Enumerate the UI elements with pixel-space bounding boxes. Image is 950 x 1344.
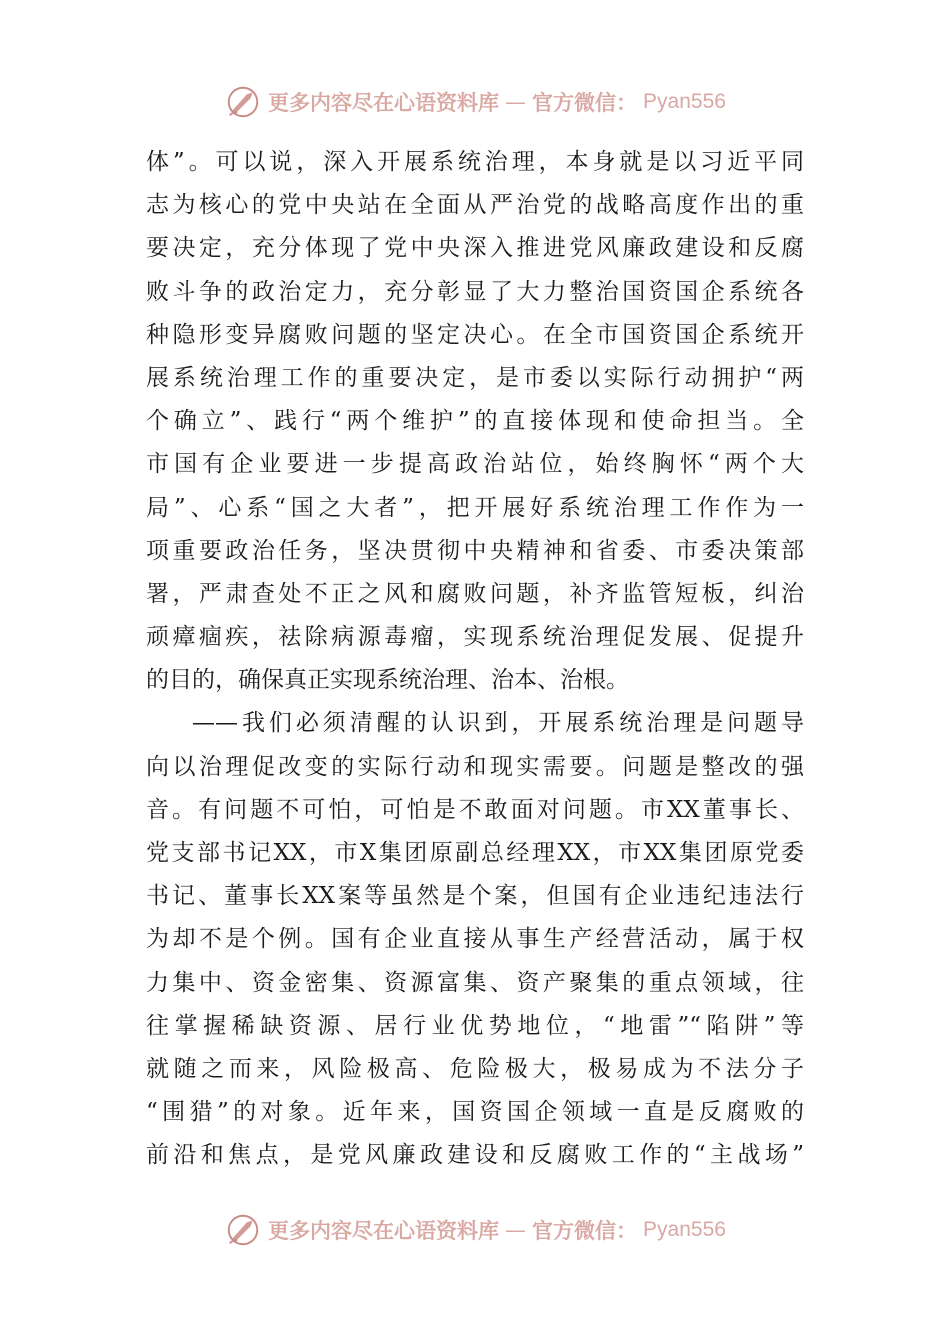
text-line: 的目的，确保真正实现系统治理、治本、治根。 [146,667,629,694]
banner-separator: — [505,90,527,114]
text-line: 向以治理促改变的实际行动和现实需要。问题是整改的强 [146,753,804,780]
banner-library-text: 更多内容尽在心语资料库 [268,90,500,115]
text-line: 党支部书记XX，市X集团原副总经理XX，市XX集团原党委 [146,840,804,866]
banner-wechat-account: Pyan556 [643,90,726,113]
text-line: 就随之而来，风险极高、危险极大，极易成为不法分子 [146,1055,804,1082]
banner-wechat-label: 官方微信： [532,1218,638,1243]
text-line: 力集中、资金密集、资源富集、资产聚集的重点领域，往 [146,969,804,996]
text-line: 顽瘴痼疾，祛除病源毒瘤，实现系统治理促发展、促提升 [146,624,804,651]
text-line: 志为核心的党中央站在全面从严治党的战略高度作出的重 [146,192,804,219]
text-line: 前沿和焦点，是党风廉政建设和反腐败工作的“主战场” [146,1142,804,1169]
banner-wechat-label: 官方微信： [532,90,638,115]
document-body [146,141,804,1178]
header-watermark-banner [0,80,950,124]
banner-separator: — [505,1218,527,1242]
banner-library-text: 更多内容尽在心语资料库 [268,1218,500,1243]
text-line: 个确立”、践行“两个维护”的直接体现和使命担当。全 [146,408,804,435]
banner-wechat-account: Pyan556 [643,1218,726,1241]
text-line: 为却不是个例。国有企业直接从事生产经营活动，属于权 [146,926,804,953]
text-line: 市国有企业要进一步提高政治站位，始终胸怀“两个大 [146,451,804,478]
text-line: 种隐形变异腐败问题的坚定决心。在全市国资国企系统开 [146,321,804,348]
text-line: 项重要政治任务，坚决贯彻中央精神和省委、市委决策部 [146,537,804,564]
text-line: 体”。可以说，深入开展系统治理，本身就是以习近平同 [146,149,804,175]
text-line: 展系统治理工作的重要决定，是市委以实际行动拥护“两 [146,364,804,391]
text-line: 书记、董事长XX案等虽然是个案，但国有企业违纪违法行 [146,883,804,910]
footer-watermark-banner [0,1208,950,1252]
text-line: 要决定，充分体现了党中央深入推进党风廉政建设和反腐 [146,235,804,262]
pen-nib-circle-icon [224,1211,262,1249]
text-line: 局”、心系“国之大者”，把开展好系统治理工作作为一 [146,494,804,521]
text-line: 音。有问题不可怕，可怕是不敢面对问题。市XX董事长、 [146,796,804,823]
text-line: 败斗争的政治定力，充分彰显了大力整治国资国企系统各 [146,278,804,305]
text-line: ——我们必须清醒的认识到，开展系统治理是问题导 [192,710,804,737]
pen-nib-circle-icon [224,83,262,121]
text-line: 往掌握稀缺资源、居行业优势地位，“地雷”“陷阱”等 [146,1012,804,1039]
text-line: 署，严肃查处不正之风和腐败问题，补齐监管短板，纠治 [146,580,804,607]
text-line: “围猎”的对象。近年来，国资国企领域一直是反腐败的 [146,1099,804,1126]
